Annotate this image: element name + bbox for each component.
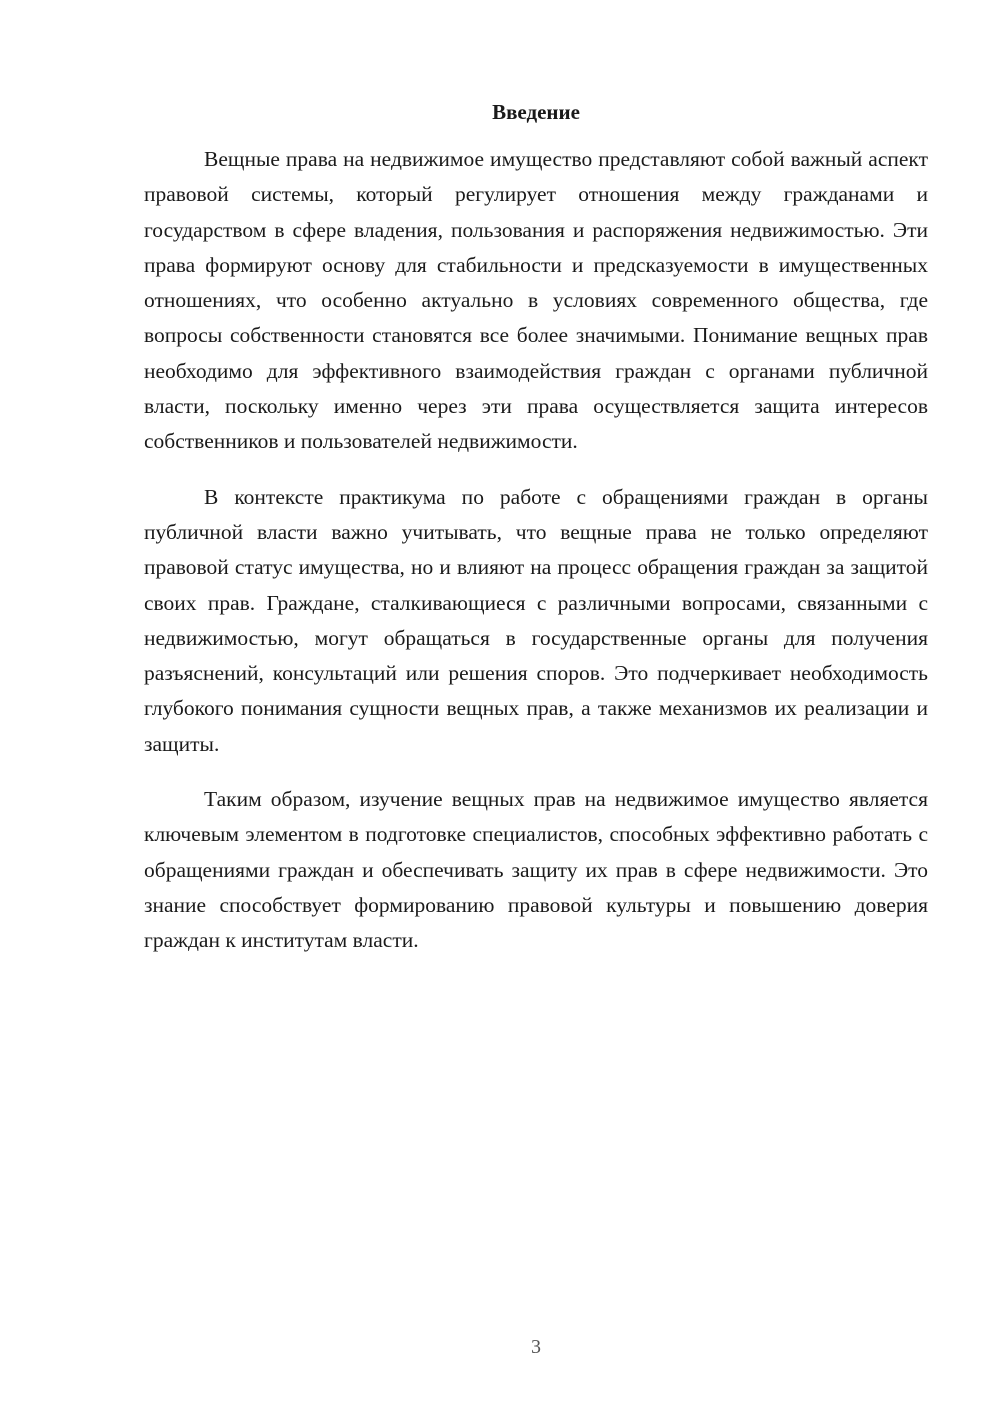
- page-title: Введение: [492, 100, 580, 124]
- paragraph-1: Вещные права на недвижимое имущество представляют собой важный аспект правовой системы, который регулирует отношения между гражданами и государством в сфере владения, пользования и распоряжения недвижимостью. Эти права формируют основу для стабильности и предсказуемости в имущественных отношениях, что особенно актуально в условиях современного общества, где вопросы собственности становятся все более значимыми. Понимание вещных прав необходимо для эффективного взаимодействия граждан с органами публичной власти, поскольку именно через эти права осуществляется защита интересов собственников и пользователей недвижимости.: [144, 147, 928, 454]
- page-number: 3: [531, 1336, 541, 1358]
- paragraph-2: В контексте практикума по работе с обращениями граждан в органы публичной власти важно учитывать, что вещные права не только определяют правовой статус имущества, но и влияют на процесс обращения граждан за защитой своих прав. Граждане, сталкивающиеся с различными вопросами, связанными с недвижимостью, могут обращаться в государственные органы для получения разъяснений, консультаций или решения споров. Это подчеркивает необходимость глубокого понимания сущности вещных прав, а также механизмов их реализации и защиты.: [144, 484, 928, 756]
- body-text: [144, 142, 928, 979]
- paragraph-3: Таким образом, изучение вещных прав на недвижимое имущество является ключевым элементом в подготовке специалистов, способных эффективно работать с обращениями граждан и обеспечивать защиту их прав в сфере недвижимости. Это знание способствует формированию правовой культуры и повышению доверия граждан к институтам власти.: [144, 787, 928, 953]
